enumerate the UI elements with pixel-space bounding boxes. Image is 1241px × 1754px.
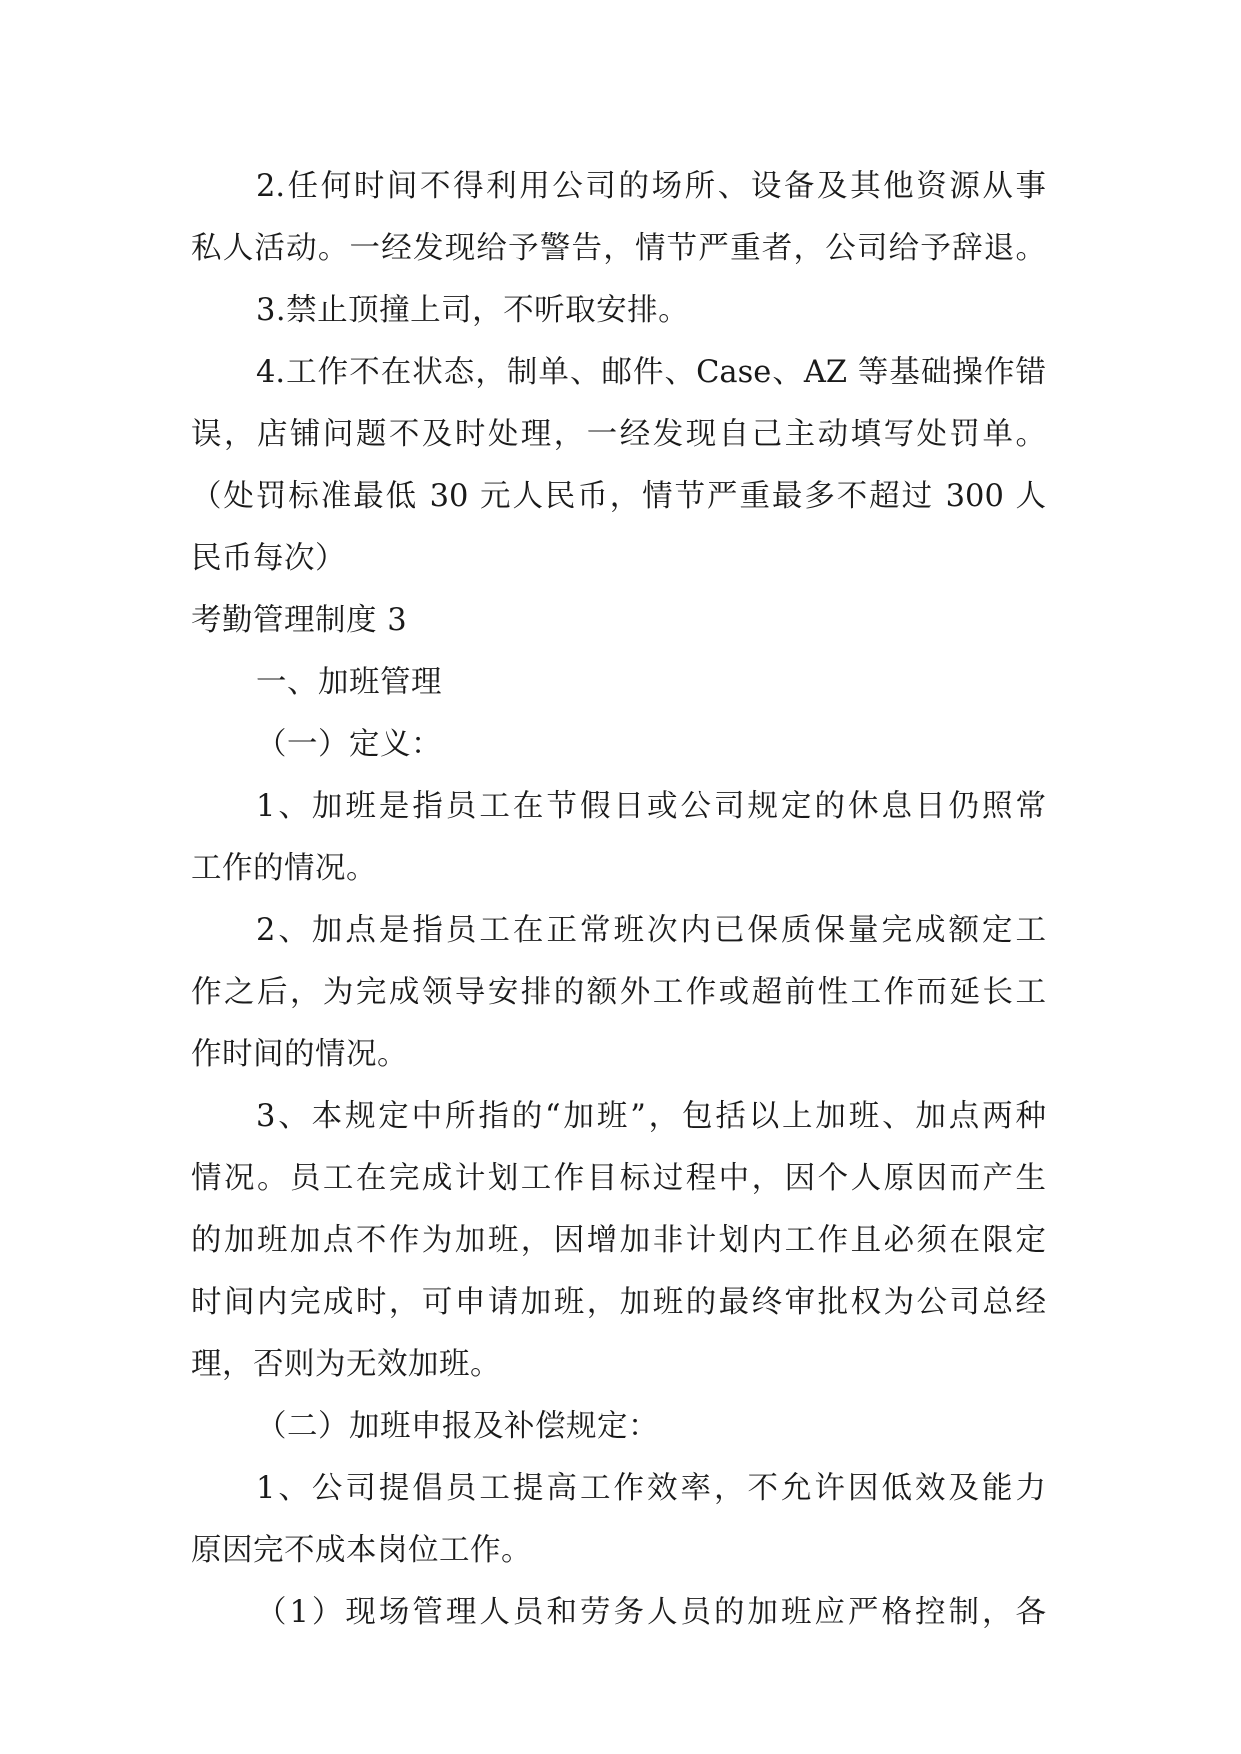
paragraph-line: 原因完不成本岗位工作。	[191, 1533, 532, 1568]
paragraph-line: 作时间的情况。	[191, 1037, 408, 1072]
paragraph-line: 1、公司提倡员工提高工作效率，不允许因低效及能力	[256, 1471, 1046, 1506]
paragraph-line: 3、本规定中所指的“加班”，包括以上加班、加点两种	[256, 1099, 1046, 1134]
paragraph-line: 作之后，为完成领导安排的额外工作或超前性工作而延长工	[191, 975, 1046, 1010]
paragraph-line: 理，否则为无效加班。	[191, 1347, 501, 1382]
paragraph-line: 2.任何时间不得利用公司的场所、设备及其他资源从事	[256, 169, 1046, 204]
paragraph-line: 民币每次）	[191, 541, 346, 576]
paragraph-line: （处罚标准最低 30 元人民币，情节严重最多不超过 300 人	[191, 479, 1046, 514]
subsection-heading: 一、加班管理	[256, 665, 442, 700]
paragraph-line: 情况。员工在完成计划工作目标过程中，因个人原因而产生	[191, 1161, 1046, 1196]
paragraph-line: 工作的情况。	[191, 851, 377, 886]
paragraph-line: （1）现场管理人员和劳务人员的加班应严格控制，各	[256, 1595, 1046, 1630]
paragraph-line: 3.禁止顶撞上司，不听取安排。	[256, 293, 690, 328]
paragraph-line: 2、加点是指员工在正常班次内已保质保量完成额定工	[256, 913, 1046, 948]
section-heading: 考勤管理制度 3	[191, 603, 408, 638]
paragraph-line: 误，店铺问题不及时处理，一经发现自己主动填写处罚单。	[191, 417, 1046, 452]
paragraph-line: 的加班加点不作为加班，因增加非计划内工作且必须在限定	[191, 1223, 1046, 1258]
paragraph-line: 时间内完成时，可申请加班，加班的最终审批权为公司总经	[191, 1285, 1046, 1320]
paragraph-line: 1、加班是指员工在节假日或公司规定的休息日仍照常	[256, 789, 1046, 824]
subsection-heading: （一）定义：	[256, 727, 442, 762]
paragraph-line: 私人活动。一经发现给予警告，情节严重者，公司给予辞退。	[191, 231, 1046, 266]
subsection-heading: （二）加班申报及补偿规定：	[256, 1409, 659, 1444]
paragraph-line: 4.工作不在状态，制单、邮件、Case、AZ 等基础操作错	[256, 355, 1046, 390]
